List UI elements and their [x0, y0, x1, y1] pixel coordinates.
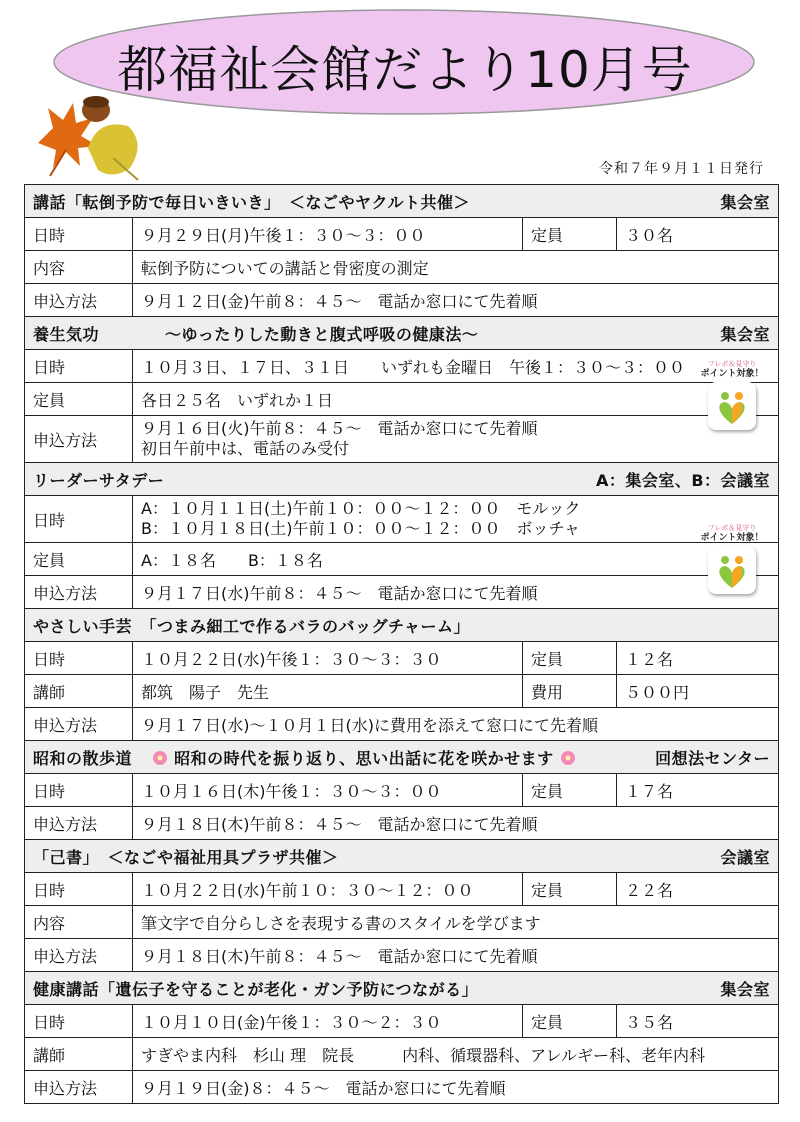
- table-row: [25, 873, 779, 906]
- capacity-value: １２名: [617, 642, 779, 675]
- event-header: [25, 317, 779, 350]
- event-room: 会議室: [720, 847, 771, 867]
- datetime-b-value: B：１０月１８日(土)午前１０：００〜１２：００ ボッチャ: [141, 519, 580, 538]
- row-label: 日時: [25, 774, 133, 807]
- row-label: 日時: [25, 873, 133, 906]
- table-row: [25, 807, 779, 840]
- sakura-flower-icon: [152, 750, 168, 766]
- autumn-leaves-icon: [18, 88, 168, 183]
- row-label: 定員: [523, 774, 617, 807]
- row-label: 講師: [25, 1038, 133, 1071]
- apply-value: ９月１７日(水)午前８：４５〜 電話か窓口にて先着順: [133, 576, 779, 609]
- apply-value: ９月１７日(水)〜１０月１日(水)に費用を添えて窓口にて先着順: [133, 708, 779, 741]
- event-title: リーダーサタデー: [33, 470, 165, 490]
- sakura-flower-icon: [560, 750, 576, 766]
- events-table: [24, 184, 779, 1104]
- table-row: [25, 543, 779, 576]
- row-label: 申込方法: [25, 708, 133, 741]
- event-room: A：集会室、B：会議室: [595, 470, 771, 490]
- event-room: 集会室: [720, 324, 771, 344]
- event-room: 回想法センター: [655, 748, 771, 768]
- event-header: [25, 185, 779, 218]
- point-badge: [692, 524, 772, 594]
- event-room: 集会室: [720, 192, 771, 212]
- event-header: [25, 463, 779, 496]
- row-label: 定員: [523, 642, 617, 675]
- table-row: [25, 284, 779, 317]
- table-row: [25, 675, 779, 708]
- row-label: 定員: [25, 543, 133, 576]
- table-row: [25, 416, 779, 463]
- table-row: [25, 218, 779, 251]
- badge-label: ポイント対象！: [700, 369, 764, 379]
- datetime-value: ９月２９日(月)午後１：３０〜３：００: [133, 218, 523, 251]
- datetime-value: １０月３日、１７日、３１日 いずれも金曜日 午後１：３０〜３：００: [133, 350, 779, 383]
- capacity-value: ３５名: [617, 1005, 779, 1038]
- table-row: [25, 906, 779, 939]
- apply-value: ９月１８日(木)午前８：４５〜 電話か窓口にて先着順: [133, 807, 779, 840]
- table-row: [25, 1071, 779, 1104]
- datetime-value: １０月１０日(金)午後１：３０〜２：３０: [133, 1005, 523, 1038]
- event-header: [25, 609, 779, 642]
- teacher-value: すぎやま内科 杉山 理 院長 内科、循環器科、アレルギー科、老年内科: [133, 1038, 779, 1071]
- badge-label: ポイント対象！: [700, 533, 764, 543]
- event-subtitle: 昭和の時代を振り返り、思い出話に花を咲かせます: [174, 748, 554, 768]
- row-label: 日時: [25, 496, 133, 543]
- row-label: 内容: [25, 906, 133, 939]
- capacity-value: 各日２５名 いずれか１日: [133, 383, 779, 416]
- event-room: 集会室: [720, 979, 771, 999]
- table-row: [25, 774, 779, 807]
- apply-value: ９月１９日(金)８：４５〜 電話か窓口にて先着順: [133, 1071, 779, 1104]
- table-row: [25, 1038, 779, 1071]
- badge-sub-label: フレポ＆見守り: [707, 524, 757, 532]
- apply-value: ９月１８日(木)午前８：４５〜 電話か窓口にて先着順: [133, 939, 779, 972]
- row-label: 申込方法: [25, 1071, 133, 1104]
- point-heart-icon: [708, 382, 756, 430]
- row-label: 申込方法: [25, 576, 133, 609]
- row-label: 内容: [25, 251, 133, 284]
- datetime-a-value: A：１０月１１日(土)午前１０：００〜１２：００ モルック: [141, 499, 581, 518]
- row-label: 日時: [25, 218, 133, 251]
- row-label: 定員: [523, 1005, 617, 1038]
- event-title: 健康講話「遺伝子を守ることが老化・ガン予防につながる」: [33, 979, 479, 999]
- apply-value: ９月１２日(金)午前８：４５〜 電話か窓口にて先着順: [133, 284, 779, 317]
- table-row: [25, 642, 779, 675]
- capacity-value: １７名: [617, 774, 779, 807]
- event-header: [25, 840, 779, 873]
- table-row: [25, 350, 779, 383]
- datetime-value: １０月２２日(水)午後１：３０〜３：３０: [133, 642, 523, 675]
- point-badge: [692, 360, 772, 430]
- row-label: 定員: [25, 383, 133, 416]
- table-row: [25, 939, 779, 972]
- event-title: 昭和の散歩道: [33, 748, 133, 768]
- content-value: 転倒予防についての講話と骨密度の測定: [133, 251, 779, 284]
- row-label: 日時: [25, 350, 133, 383]
- row-label: 講師: [25, 675, 133, 708]
- point-heart-icon: [708, 546, 756, 594]
- content-value: 筆文字で自分らしさを表現する書のスタイルを学びます: [133, 906, 779, 939]
- table-row: [25, 251, 779, 284]
- row-label: 日時: [25, 642, 133, 675]
- event-title: 養生気功 ～ゆったりした動きと腹式呼吸の健康法～: [33, 324, 479, 344]
- table-row: [25, 708, 779, 741]
- fee-value: ５００円: [617, 675, 779, 708]
- datetime-value: １０月２２日(水)午前１０：３０〜１２：００: [133, 873, 523, 906]
- apply-value: ９月１６日(火)午前８：４５〜 電話か窓口にて先着順: [141, 419, 538, 438]
- event-header: [25, 741, 779, 774]
- issue-date: 令和７年９月１１日発行: [599, 161, 764, 177]
- event-title: 講話「転倒予防で毎日いきいき」 ＜なごやヤクルト共催＞: [33, 192, 471, 212]
- capacity-value: ２２名: [617, 873, 779, 906]
- teacher-value: 都筑 陽子 先生: [133, 675, 523, 708]
- event-title: やさしい手芸 「つまみ細工で作るバラのバッグチャーム」: [33, 616, 471, 636]
- row-label: 申込方法: [25, 416, 133, 463]
- event-title: 「己書」 ＜なごや福祉用具プラザ共催＞: [33, 847, 339, 867]
- row-label: 日時: [25, 1005, 133, 1038]
- capacity-value: ３０名: [617, 218, 779, 251]
- table-row: [25, 576, 779, 609]
- row-label: 定員: [523, 218, 617, 251]
- apply-note: 初日午前中は、電話のみ受付: [141, 439, 350, 458]
- badge-sub-label: フレポ＆見守り: [707, 360, 757, 368]
- newsletter-title: 都福祉会館だより10月号: [117, 41, 693, 99]
- row-label: 定員: [523, 873, 617, 906]
- capacity-value: A：１８名 B：１８名: [133, 543, 779, 576]
- row-label: 申込方法: [25, 284, 133, 317]
- row-label: 申込方法: [25, 939, 133, 972]
- table-row: [25, 383, 779, 416]
- table-row: [25, 1005, 779, 1038]
- datetime-value: １０月１６日(木)午後１：３０〜３：００: [133, 774, 523, 807]
- event-header: [25, 972, 779, 1005]
- table-row: [25, 496, 779, 543]
- row-label: 申込方法: [25, 807, 133, 840]
- row-label: 費用: [523, 675, 617, 708]
